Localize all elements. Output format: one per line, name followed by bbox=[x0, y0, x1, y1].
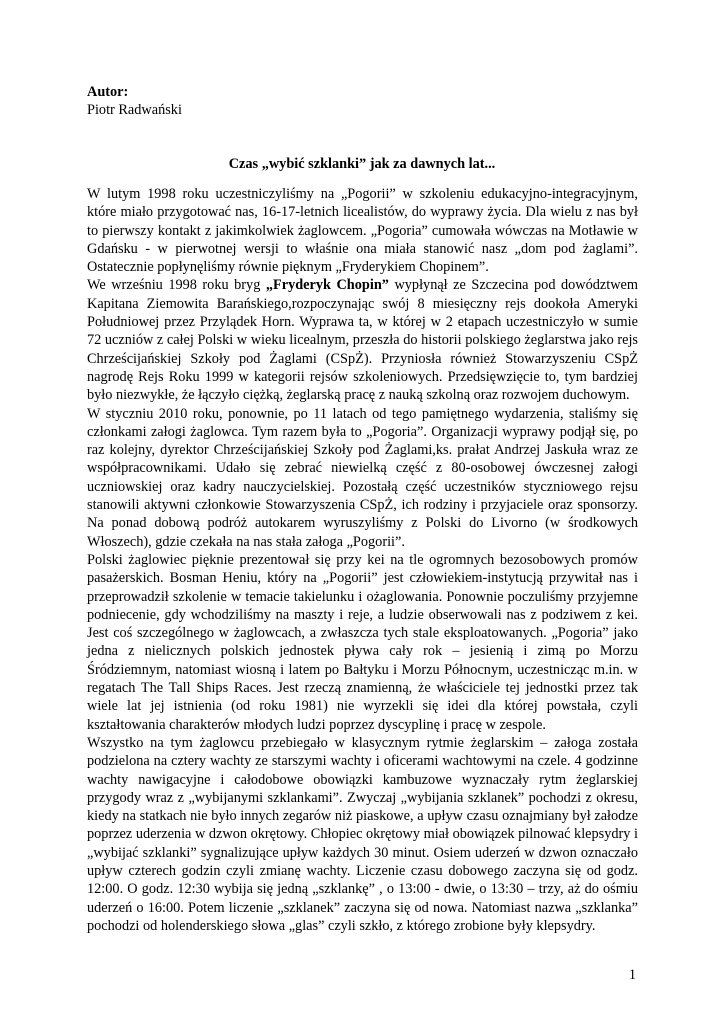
paragraph-4: Polski żaglowiec pięknie prezentował się przy kei na tle ogromnych bezosobowych promów pasażerskich. Bosman Heniu, który na „Pogorii” jest człowiekiem-instytucją przywitał nas i przeprowadził szkolenie w temacie takielunku i ożaglowania. Ponownie poczuliśmy przyjemne podniecenie, gdy wchodziliśmy na maszty i reje, a ludzie obserwowali nas z podziwem z kei. Jest coś szczególnego w żaglowcach, a zwłaszcza tych stale eksploatowanych. „Pogoria” jako jedna z nielicznych polskich jednostek pływa cały rok – jesienią i zimą po Morzu Śródziemnym, natomiast wiosną i latem po Bałtyku i Morzu Północnym, uczestnicząc m.in. w regatach The Tall Ships Races. Jest rzeczą znamienną, że właściciele tej jednostki przez tak wiele lat jej istnienia (od roku 1981) nie wyrzekli się idei dla której powstała, czyli kształtowania charakterów młodych ludzi poprzez dyscyplinę i pracę w zespole. bbox=[87, 551, 638, 733]
paragraph-2-lead: We wrześniu 1998 roku bryg bbox=[87, 277, 266, 294]
paragraph-1: W lutym 1998 roku uczestniczyliśmy na „Pogorii” w szkoleniu edukacyjno-integracyjnym, które miało przygotować nas, 16-17-letnich licealistów, do wyprawy życia. Dla wielu z nas był to pierwszy kontakt z jakimkolwiek żaglowcem. „Pogoria” cumowała wówczas na Motławie w Gdańsku - w pierwotnej wersji to właśnie ona miała stanowić nasz „dom pod żaglami”. Ostatecznie popłynęliśmy równie pięknym „Fryderykiem Chopinem”. bbox=[87, 186, 638, 276]
paragraph-2 bbox=[87, 276, 638, 404]
page-number: 1 bbox=[628, 967, 636, 983]
ship-name-bold: „Fryderyk Chopin” bbox=[265, 277, 389, 294]
author-name: Piotr Radwański bbox=[87, 102, 182, 118]
document-title: Czas „wybić szklanki” jak za dawnych lat... bbox=[228, 156, 496, 172]
paragraph-5: Wszystko na tym żaglowcu przebiegało w klasycznym rytmie żeglarskim – załoga została podzielona na cztery wachty ze starszymi wachty i oficerami wachtowymi na czele. 4 godzinne wachty nawigacyjne i całodobowe obowiązki kambuzowe wyznaczały rytm żeglarskiej przygody wraz z „wybijanymi szklankami”. Zwyczaj „wybijania szklanek” pochodzi z okresu, kiedy na statkach nie było innych zegarów niż piaskowe, a upływ czasu oznajmiany był załodze poprzez uderzenia w dzwon okrętowy. Chłopiec okrętowy miał obowiązek pilnować klepsydry i „wybijać szklanki” sygnalizujące upływ każdych 30 minut. Osiem uderzeń w dzwon oznaczało upływ czterech godzin czyli zmianę wachty. Liczenie czasu dobowego zaczyna się od godz. 12:00. O godz. 12:30 wybija się jedną „szklankę” , o 13:00 - dwie, o 13:30 – trzy, aż do ośmiu uderzeń o 16:00. Potem liczenie „szklanek” zaczyna się od nowa. Natomiast nazwa „szklanka” pochodzi od holenderskiego słowa „glas” czyli szkło, z którego zrobione były klepsydry. bbox=[87, 734, 638, 934]
paragraph-2-rest: wypłynął ze Szczecina pod dowództwem Kapitana Ziemowita Barańskiego,rozpoczynając swój 8 miesięczny rejs dookoła Ameryki Południowej przez Przylądek Horn. Wyprawa ta, w której w 2 etapach uczestniczyło w sumie 72 uczniów z całej Polski w wieku licealnym, przeszła do historii polskiego żeglarstwa jako rejs Chrześcijańskiej Szkoły pod Żaglami (CSpŻ). Przyniosła również Stowarzyszeniu CSpŻ nagrodę Rejs Roku 1999 w kategorii rejsów szkoleniowych. Przedsięwzięcie to, tym bardziej było niezwykłe, że łączyło ciężką, żeglarską pracę z nauką szkolną oraz rozwojem duchowym. bbox=[87, 277, 638, 404]
article-body bbox=[87, 185, 638, 935]
author-label: Autor: bbox=[87, 84, 129, 100]
paragraph-3: W styczniu 2010 roku, ponownie, po 11 latach od tego pamiętnego wydarzenia, staliśmy się członkami załogi żaglowca. Tym razem była to „Pogoria”. Organizacji wyprawy podjął się, po raz kolejny, dyrektor Chrześcijańskiej Szkoły pod Żaglami,ks. prałat Andrzej Jaskuła wraz ze współpracownikami. Udało się zebrać niewielką część z 80-osobowej ówczesnej załogi uczniowskiej oraz kadry nauczycielskiej. Pozostałą część uczestników styczniowego rejsu stanowili aktywni członkowie Stowarzyszenia CSpŻ, ich rodziny i przyjaciele oraz sponsorzy. Na ponad dobową podróż autokarem wyruszyliśmy z Polski do Livorno (w środkowych Włoszech), gdzie czekała na nas stała załoga „Pogorii”. bbox=[87, 405, 638, 550]
